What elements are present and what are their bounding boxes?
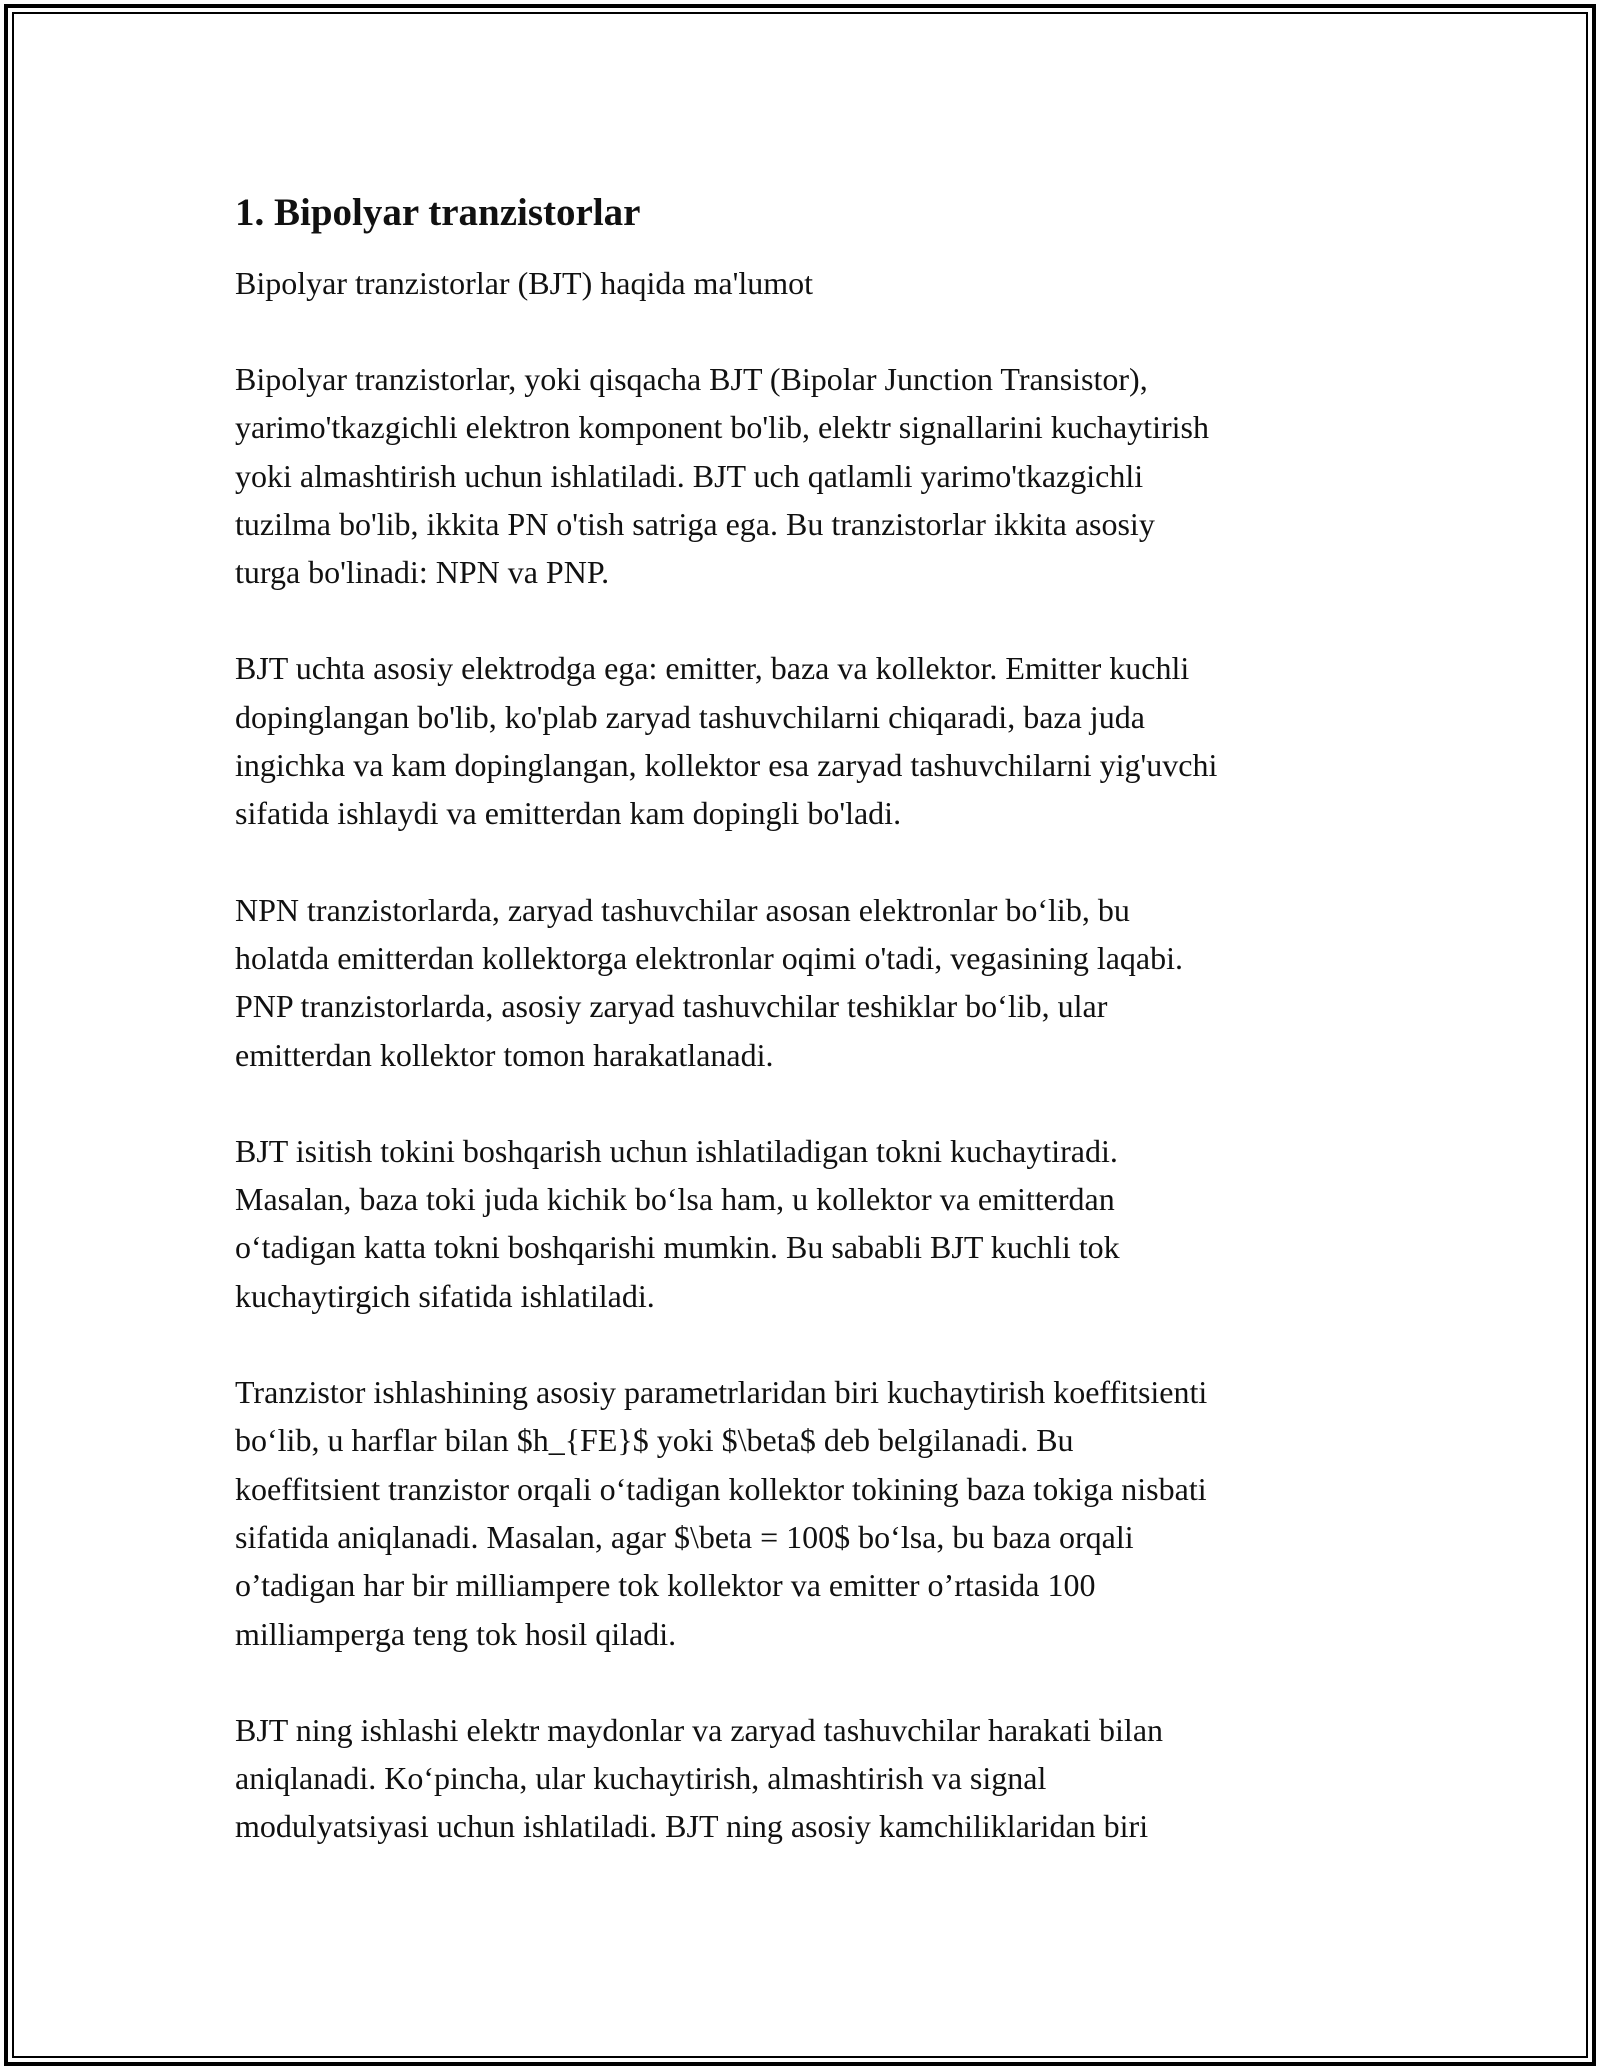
paragraph-line: modulyatsiyasi uchun ishlatiladi. BJT ning asosiy kamchiliklaridan biri bbox=[235, 1808, 1149, 1845]
paragraph-line: sifatida ishlaydi va emitterdan kam dopingli bo'ladi. bbox=[235, 795, 902, 832]
paragraph-line: holatda emitterdan kollektorga elektronlar oqimi o'tadi, vegasining laqabi. bbox=[235, 939, 1184, 976]
paragraph-line: ingichka va kam dopinglangan, kollektor esa zaryad tashuvchilarni yig'uvchi bbox=[235, 747, 1218, 784]
paragraph-line: BJT ning ishlashi elektr maydonlar va zaryad tashuvchilar harakati bilan bbox=[235, 1711, 1164, 1748]
paragraph-line: NPN tranzistorlarda, zaryad tashuvchilar asosan elektronlar bo‘lib, bu bbox=[235, 891, 1130, 928]
paragraph-line: tuzilma bo'lib, ikkita PN o'tish satriga ega. Bu tranzistorlar ikkita asosiy bbox=[235, 505, 1155, 542]
paragraph-line: bo‘lib, u harflar bilan $h_{FE}$ yoki $\beta$ deb belgilanadi. Bu bbox=[235, 1422, 1074, 1459]
paragraph-line: koeffitsient tranzistor orqali o‘tadigan kollektor tokining baza tokiga nisbati bbox=[235, 1470, 1207, 1507]
paragraph-line: sifatida aniqlanadi. Masalan, agar $\beta = 100$ bo‘lsa, bu baza orqali bbox=[235, 1518, 1134, 1555]
paragraph-line: BJT isitish tokini boshqarish uchun ishlatiladigan tokni kuchaytiradi. bbox=[235, 1132, 1118, 1169]
paragraph bbox=[235, 1368, 1365, 1658]
paragraph-list bbox=[235, 355, 1365, 1851]
paragraph bbox=[235, 644, 1365, 837]
paragraph-line: aniqlanadi. Ko‘pincha, ular kuchaytirish, almashtirish va signal bbox=[235, 1760, 1047, 1797]
paragraph-line: dopinglangan bo'lib, ko'plab zaryad tashuvchilarni chiqaradi, baza juda bbox=[235, 698, 1145, 735]
paragraph bbox=[235, 886, 1365, 1079]
paragraph-line: emitterdan kollektor tomon harakatlanadi. bbox=[235, 1036, 774, 1073]
document-body bbox=[235, 187, 1365, 1899]
paragraph-line: turga bo'linadi: NPN va PNP. bbox=[235, 554, 610, 591]
paragraph-line: Masalan, baza toki juda kichik bo‘lsa ham, u kollektor va emitterdan bbox=[235, 1181, 1115, 1218]
paragraph-line: Tranzistor ishlashining asosiy parametrlaridan biri kuchaytirish koeffitsienti bbox=[235, 1374, 1208, 1411]
paragraph-line: o‘tadigan katta tokni boshqarishi mumkin. Bu sababli BJT kuchli tok bbox=[235, 1229, 1120, 1266]
paragraph bbox=[235, 1127, 1365, 1320]
paragraph-line: PNP tranzistorlarda, asosiy zaryad tashuvchilar teshiklar bo‘lib, ular bbox=[235, 988, 1108, 1025]
paragraph-line: BJT uchta asosiy elektrodga ega: emitter, baza va kollektor. Emitter kuchli bbox=[235, 650, 1190, 687]
section-title: 1. Bipolyar tranzistorlar bbox=[235, 191, 641, 234]
paragraph bbox=[235, 355, 1365, 596]
paragraph-line: o’tadigan har bir milliampere tok kollektor va emitter o’rtasida 100 bbox=[235, 1567, 1096, 1604]
paragraph-line: yoki almashtirish uchun ishlatiladi. BJT uch qatlamli yarimo'tkazgichli bbox=[235, 457, 1144, 494]
paragraph bbox=[235, 1706, 1365, 1851]
paragraph-line: kuchaytirgich sifatida ishlatiladi. bbox=[235, 1277, 655, 1314]
paragraph-line: Bipolyar tranzistorlar, yoki qisqacha BJT (Bipolar Junction Transistor), bbox=[235, 361, 1148, 397]
paragraph-line: yarimo'tkazgichli elektron komponent bo'lib, elektr signallarini kuchaytirish bbox=[235, 409, 1209, 446]
paragraph-line: milliamperga teng tok hosil qiladi. bbox=[235, 1615, 677, 1652]
section-subtitle: Bipolyar tranzistorlar (BJT) haqida ma'lumot bbox=[235, 265, 814, 301]
